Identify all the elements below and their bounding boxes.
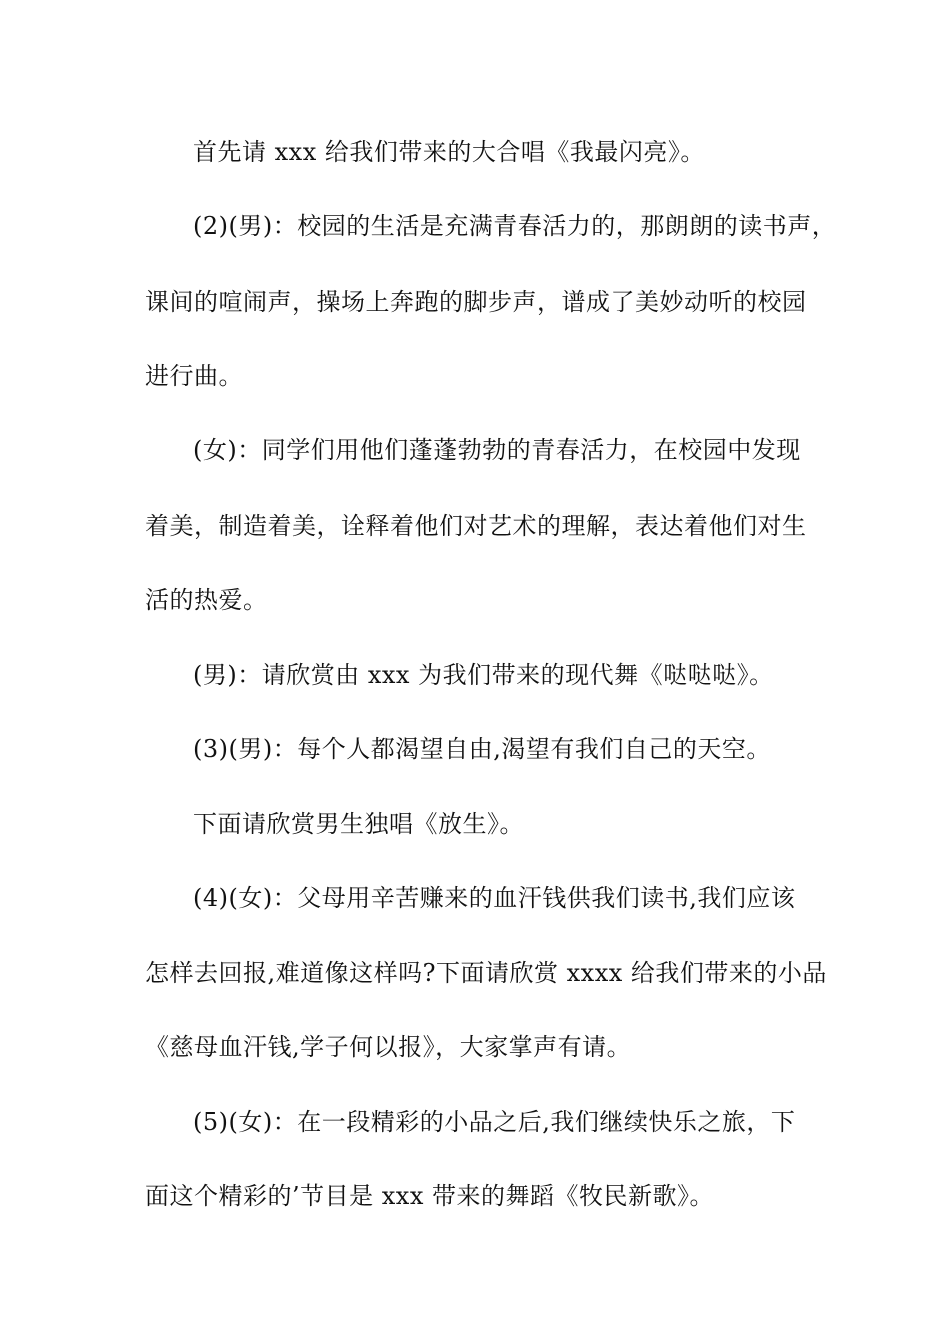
paragraph-line: (男)：请欣赏由 xxx 为我们带来的现代舞《哒哒哒》。 bbox=[193, 661, 774, 689]
paragraph-line: 首先请 xxx 给我们带来的大合唱《我最闪亮》。 bbox=[193, 138, 705, 166]
paragraph-line: 进行曲。 bbox=[145, 362, 243, 390]
paragraph-line: (5)(女)：在一段精彩的小品之后,我们继续快乐之旅，下 bbox=[193, 1108, 796, 1136]
paragraph-line: 活的热爱。 bbox=[145, 586, 268, 614]
paragraph-line: (4)(女)：父母用辛苦赚来的血汗钱供我们读书,我们应该 bbox=[193, 884, 796, 912]
paragraph-line: (3)(男)：每个人都渴望自由,渴望有我们自己的天空。 bbox=[193, 735, 771, 763]
paragraph-line: 面这个精彩的’节目是 xxx 带来的舞蹈《牧民新歌》。 bbox=[145, 1182, 714, 1210]
paragraph-line: 下面请欣赏男生独唱《放生》。 bbox=[193, 810, 524, 838]
paragraph-line: 怎样去回报,难道像这样吗?下面请欣赏 xxxx 给我们带来的小品 bbox=[145, 959, 827, 987]
paragraph-line: (女)：同学们用他们蓬蓬勃勃的青春活力，在校园中发现 bbox=[193, 436, 801, 464]
paragraph-line: 《慈母血汗钱,学子何以报》，大家掌声有请。 bbox=[145, 1033, 632, 1061]
paragraph-line: 课间的喧闹声，操场上奔跑的脚步声，谱成了美妙动听的校园 bbox=[145, 288, 807, 316]
paragraph-line: 着美，制造着美，诠释着他们对艺术的理解，表达着他们对生 bbox=[145, 512, 807, 540]
paragraph-line: (2)(男)：校园的生活是充满青春活力的，那朗朗的读书声， bbox=[193, 212, 837, 240]
